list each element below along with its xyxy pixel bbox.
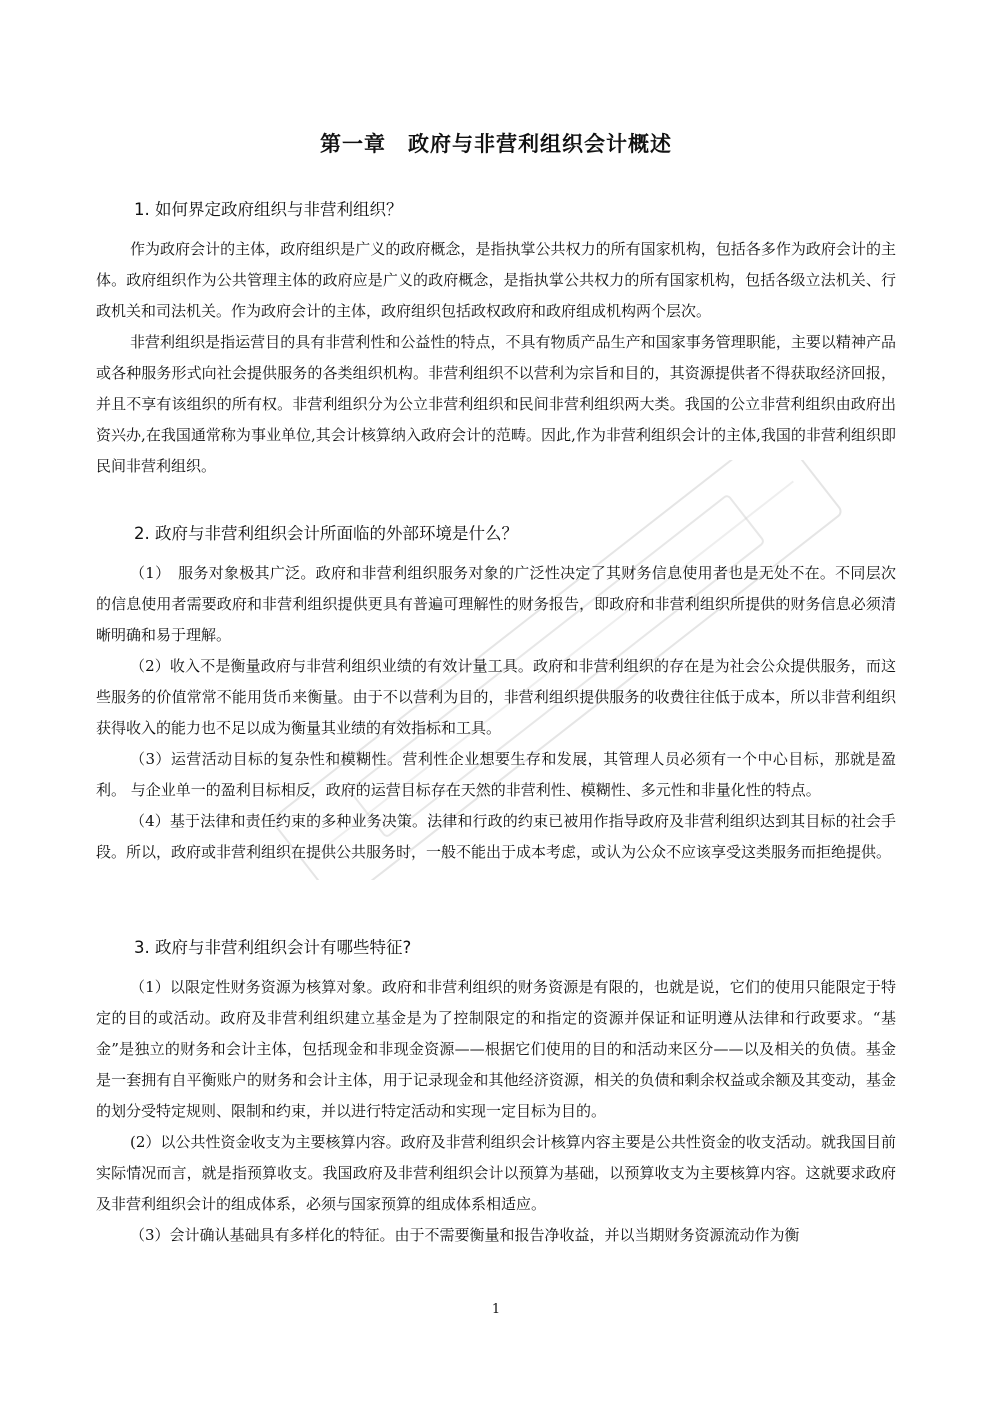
paragraph: （2）收入不是衡量政府与非营利组织业绩的有效计量工具。政府和非营利组织的存在是为社会公众提供服务，而这些服务的价值常常不能用货币来衡量。由于不以营利为目的，非营利组织提供服务的收费往往低于成本，所以非营利组织获得收入的能力也不足以成为衡量其业绩的有效指标和工具。 [96,657,896,737]
chapter-title: 第一章 政府与非营利组织会计概述 [320,132,672,156]
section-2 [96,520,896,868]
question-title: 3. 政府与非营利组织会计有哪些特征? [134,938,412,957]
paragraph: （1） 服务对象极其广泛。政府和非营利组织服务对象的广泛性决定了其财务信息使用者也是无处不在。不同层次的信息使用者需要政府和非营利组织提供更具有普遍可理解性的财务报告，即政府和非营利组织所提供的财务信息必须清晰明确和易于理解。 [96,564,896,644]
paragraph: （1）以限定性财务资源为核算对象。政府和非营利组织的财务资源是有限的，也就是说，它们的使用只能限定于特定的目的或活动。政府及非营利组织建立基金是为了控制限定的和指定的资源并保证和证明遵从法律和行政要求。“基金”是独立的财务和会计主体，包括现金和非现金资源——根据它们使用的目的和活动来区分——以及相关的负债。基金是一套拥有自平衡账户的财务和会计主体，用于记录现金和其他经济资源，相关的负债和剩余权益或余额及其变动，基金的划分受特定规则、限制和约束，并以进行特定活动和实现一定目标为目的。 [96,978,896,1120]
paragraph: 作为政府会计的主体，政府组织是广义的政府概念，是指执掌公共权力的所有国家机构，包括各多作为政府会计的主体。政府组织作为公共管理主体的政府应是广义的政府概念，是指执掌公共权力的所有国家机构，包括各级立法机关、行政机关和司法机关。作为政府会计的主体，政府组织包括政权政府和政府组成机构两个层次。 [96,240,896,320]
section-1 [96,196,896,482]
page-number: 1 [491,1302,501,1317]
paragraph: (2）以公共性资金收支为主要核算内容。政府及非营利组织会计核算内容主要是公共性资金的收支活动。就我国目前实际情况而言，就是指预算收支。我国政府及非营利组织会计以预算为基础，以预算收支为主要核算内容。这就要求政府及非营利组织会计的组成体系，必须与国家预算的组成体系相适应。 [96,1133,896,1213]
section-3 [96,934,896,1251]
paragraph: 非营利组织是指运营目的具有非营利性和公益性的特点，不具有物质产品生产和国家事务管理职能，主要以精神产品或各种服务形式向社会提供服务的各类组织机构。非营利组织不以营利为宗旨和目的，其资源提供者不得获取经济回报，并且不享有该组织的所有权。非营利组织分为公立非营利组织和民间非营利组织两大类。我国的公立非营利组织由政府出资兴办,在我国通常称为事业单位,其会计核算纳入政府会计的范畴。因此,作为非营利组织会计的主体,我国的非营利组织即民间非营利组织。 [96,333,896,475]
paragraph: （3）会计确认基础具有多样化的特征。由于不需要衡量和报告净收益，并以当期财务资源流动作为衡 [130,1226,800,1244]
question-title: 1. 如何界定政府组织与非营利组织？ [134,200,403,219]
paragraph: （4）基于法律和责任约束的多种业务决策。法律和行政的约束已被用作指导政府及非营利组织达到其目标的社会手段。所以，政府或非营利组织在提供公共服务时，一般不能出于成本考虑，或认为公众不应该享受这类服务而拒绝提供。 [96,812,896,861]
question-title: 2. 政府与非营利组织会计所面临的外部环境是什么？ [134,524,518,543]
paragraph: （3）运营活动目标的复杂性和模糊性。营利性企业想要生存和发展，其管理人员必须有一个中心目标，那就是盈利。 与企业单一的盈利目标相反，政府的运营目标存在天然的非营利性、模糊性、多元性和非量化性的特点。 [96,750,896,799]
